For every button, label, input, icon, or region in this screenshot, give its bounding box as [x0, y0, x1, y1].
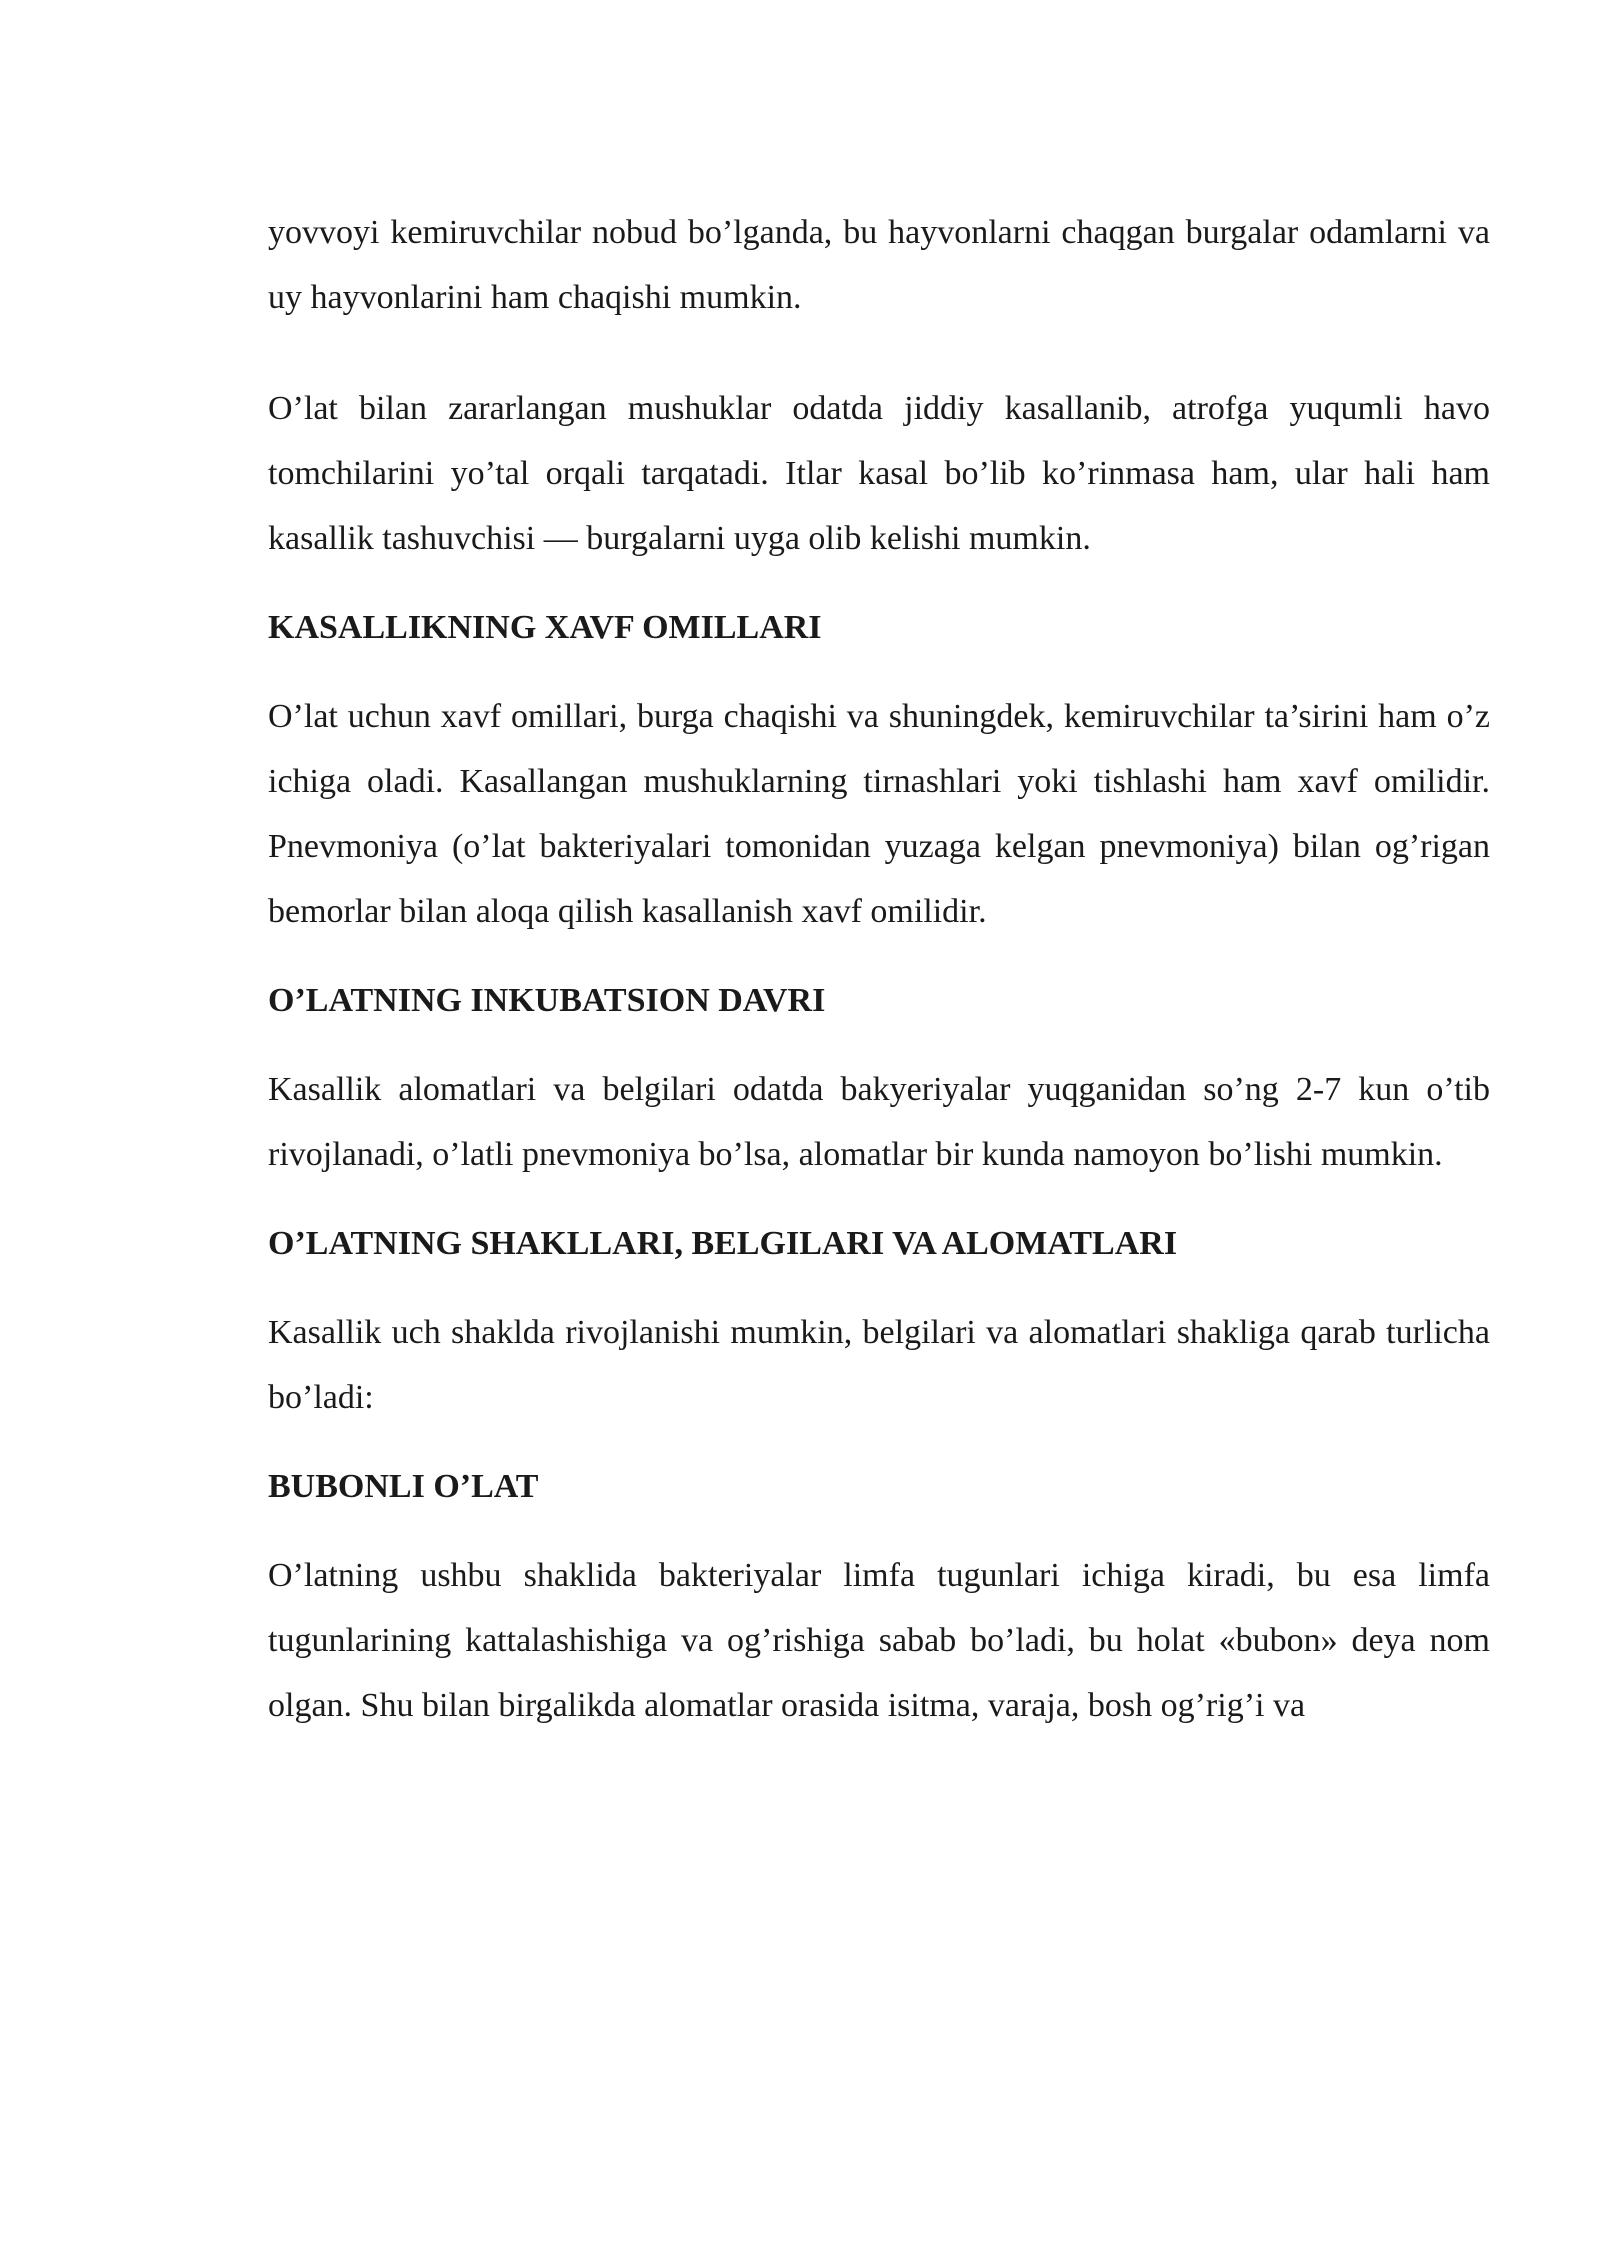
paragraph-bubonic-plague: O’latning ushbu shaklida bakteriyalar limfa tugunlari ichiga kiradi, bu esa limfa tugunlarining kattalashishiga va og’rishiga sabab bo’ladi, bu holat «bubon» deya nom olgan. Shu bilan birgalikda alomatlar orasida isitma, varaja, bosh og’rig’i va: [268, 1557, 1490, 1724]
heading-risk-factors: KASALLIKNING XAVF OMILLARI: [268, 609, 822, 646]
heading-bubonic-plague: BUBONLI O’LAT: [268, 1468, 539, 1505]
heading-forms-signs-symptoms: O’LATNING SHAKLLARI, BELGILARI VA ALOMATLARI: [268, 1225, 1178, 1262]
heading-incubation-period: O’LATNING INKUBATSION DAVRI: [268, 982, 826, 1019]
paragraph-incubation-period: Kasallik alomatlari va belgilari odatda bakyeriyalar yuqganidan so’ng 2-7 kun o’tib rivojlanadi, o’latli pnevmoniya bo’lsa, alomatlar bir kunda namoyon bo’lishi mumkin.: [268, 1071, 1490, 1173]
paragraph-rodents-fleas: yovvoyi kemiruvchilar nobud bo’lganda, bu hayvonlarni chaqgan burgalar odamlarni va uy hayvonlarini ham chaqishi mumkin.: [268, 214, 1490, 316]
paragraph-forms-intro: Kasallik uch shaklda rivojlanishi mumkin, belgilari va alomatlari shakliga qarab turlicha bo’ladi:: [268, 1314, 1490, 1416]
document-page: [268, 200, 1490, 1738]
paragraph-cats-dogs: O’lat bilan zararlangan mushuklar odatda jiddiy kasallanib, atrofga yuqumli havo tomchilarini yo’tal orqali tarqatadi. Itlar kasal bo’lib ko’rinmasa ham, ular hali ham kasallik tashuvchisi — burgalarni uyga olib kelishi mumkin.: [268, 390, 1490, 557]
paragraph-risk-factors: O’lat uchun xavf omillari, burga chaqishi va shuningdek, kemiruvchilar ta’sirini ham o’z ichiga oladi. Kasallangan mushuklarning tirnashlari yoki tishlashi ham xavf omilidir. Pnevmoniya (o’lat bakteriyalari tomonidan yuzaga kelgan pnevmoniya) bilan og’rigan bemorlar bilan aloqa qilish kasallanish xavf omilidir.: [268, 698, 1490, 930]
